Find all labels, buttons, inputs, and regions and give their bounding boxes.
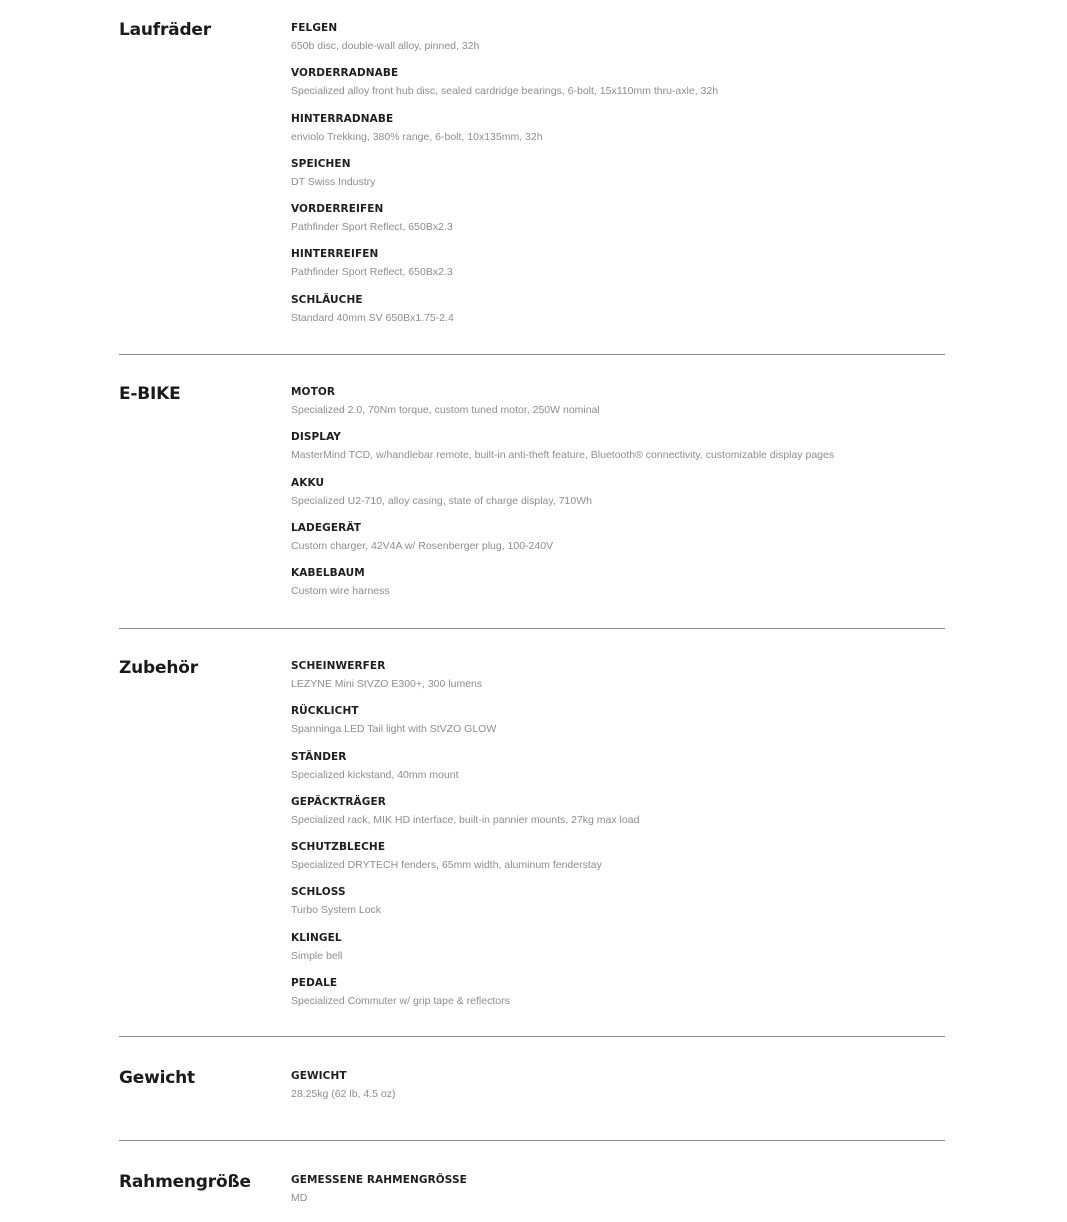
spec-item-charger <box>291 520 945 565</box>
spec-label: FELGEN <box>291 22 338 34</box>
spec-item-front-tire <box>291 201 945 246</box>
spec-item-display <box>291 429 945 474</box>
spec-label: GEMESSENE RAHMENGRÖSSE <box>291 1174 467 1186</box>
spec-section-wheels <box>119 20 945 337</box>
spec-item-spokes <box>291 156 945 201</box>
spec-item-rear-tire <box>291 246 945 291</box>
section-title: Gewicht <box>119 1068 195 1088</box>
section-title: E-BIKE <box>119 384 181 404</box>
section-divider <box>119 628 945 629</box>
spec-value: Turbo System Lock <box>291 904 382 917</box>
spec-value: Spanninga LED Tail light with StVZO GLOW <box>291 723 497 736</box>
spec-value: Custom wire harness <box>291 585 390 598</box>
section-title: Laufräder <box>119 20 211 40</box>
spec-value: Specialized kickstand, 40mm mount <box>291 768 459 781</box>
spec-label: KLINGEL <box>291 931 342 944</box>
spec-section-accessories <box>119 658 945 1020</box>
spec-item-kickstand <box>291 749 945 794</box>
spec-value: LEZYNE Mini StVZO E300+, 300 lumens <box>291 678 483 690</box>
spec-item-wire-harness <box>291 565 945 610</box>
spec-value: Custom charger, 42V4A w/ Rosenberger plug, 100-240V <box>291 539 554 552</box>
spec-value: MasterMind TCD, w/handlebar remote, built-in anti-theft feature, Bluetooth® connectivity, customizable display pages <box>291 449 835 462</box>
spec-label: VORDERREIFEN <box>291 203 384 216</box>
section-divider <box>119 354 945 355</box>
spec-list <box>291 1172 945 1217</box>
spec-value: Specialized rack, MIK HD interface, built-in pannier mounts, 27kg max load <box>291 813 640 826</box>
spec-section-ebike <box>119 384 945 610</box>
spec-item-weight <box>291 1068 945 1113</box>
spec-label: SCHUTZBLECHE <box>291 841 386 854</box>
spec-item-frame-size <box>291 1172 945 1217</box>
spec-value: DT Swiss Industry <box>291 175 376 188</box>
spec-item-lock <box>291 884 945 929</box>
spec-label: AKKU <box>291 476 325 489</box>
spec-value: Specialized Commuter w/ grip tape & reflectors <box>291 995 510 1008</box>
spec-value: Standard 40mm SV 650Bx1.75-2.4 <box>291 311 454 324</box>
spec-value: Pathfinder Sport Reflect, 650Bx2.3 <box>291 266 453 279</box>
spec-label: GEWICHT <box>291 1070 347 1082</box>
spec-label: PEDALE <box>291 977 338 990</box>
spec-value: MD <box>291 1192 308 1204</box>
spec-value: Simple bell <box>291 949 343 962</box>
spec-item-fenders <box>291 839 945 884</box>
section-divider <box>119 1036 945 1037</box>
spec-item-motor <box>291 384 945 429</box>
spec-label: MOTOR <box>291 386 336 398</box>
spec-label: SCHLOSS <box>291 886 346 899</box>
spec-label: GEPÄCKTRÄGER <box>291 795 386 808</box>
spec-item-rims <box>291 20 945 65</box>
spec-label: SCHEINWERFER <box>291 660 386 672</box>
section-title: Rahmengröße <box>119 1172 251 1192</box>
spec-list <box>291 20 945 337</box>
spec-value: 650b disc, double-wall alloy, pinned, 32h <box>291 40 480 52</box>
spec-label: HINTERREIFEN <box>291 248 379 261</box>
spec-item-front-hub <box>291 65 945 110</box>
spec-item-rear-hub <box>291 111 945 156</box>
spec-item-bell <box>291 930 945 975</box>
spec-item-pedals <box>291 975 945 1020</box>
spec-value: Specialized DRYTECH fenders, 65mm width, aluminum fenderstay <box>291 859 602 872</box>
spec-section-weight <box>119 1068 945 1113</box>
section-title: Zubehör <box>119 658 198 678</box>
spec-value: Specialized U2-710, alloy casing, state of charge display, 710Wh <box>291 494 592 507</box>
spec-list <box>291 384 945 610</box>
spec-value: enviolo Trekking, 380% range, 6-bolt, 10x135mm, 32h <box>291 130 543 143</box>
spec-item-tubes <box>291 292 945 337</box>
spec-list <box>291 658 945 1020</box>
section-divider <box>119 1140 945 1141</box>
spec-label: RÜCKLICHT <box>291 705 359 718</box>
spec-label: SPEICHEN <box>291 157 351 170</box>
spec-label: KABELBAUM <box>291 567 365 580</box>
spec-label: HINTERRADNABE <box>291 112 394 125</box>
spec-item-headlight <box>291 658 945 703</box>
spec-value: 28.25kg (62 lb, 4.5 oz) <box>291 1088 396 1100</box>
spec-label: VORDERRADNABE <box>291 67 399 80</box>
spec-label: STÄNDER <box>291 750 347 763</box>
spec-item-rack <box>291 794 945 839</box>
spec-value: Specialized 2.0, 70Nm torque, custom tuned motor, 250W nominal <box>291 404 600 416</box>
spec-item-battery <box>291 475 945 520</box>
spec-list <box>291 1068 945 1113</box>
spec-label: SCHLÄUCHE <box>291 293 363 306</box>
spec-label: LADEGERÄT <box>291 521 361 534</box>
spec-value: Specialized alloy front hub disc, sealed cardridge bearings, 6-bolt, 15x110mm thru-axle, 32h <box>291 85 719 98</box>
spec-section-frame-size <box>119 1172 945 1217</box>
spec-item-taillight <box>291 703 945 748</box>
spec-label: DISPLAY <box>291 431 341 444</box>
spec-value: Pathfinder Sport Reflect, 650Bx2.3 <box>291 221 453 234</box>
